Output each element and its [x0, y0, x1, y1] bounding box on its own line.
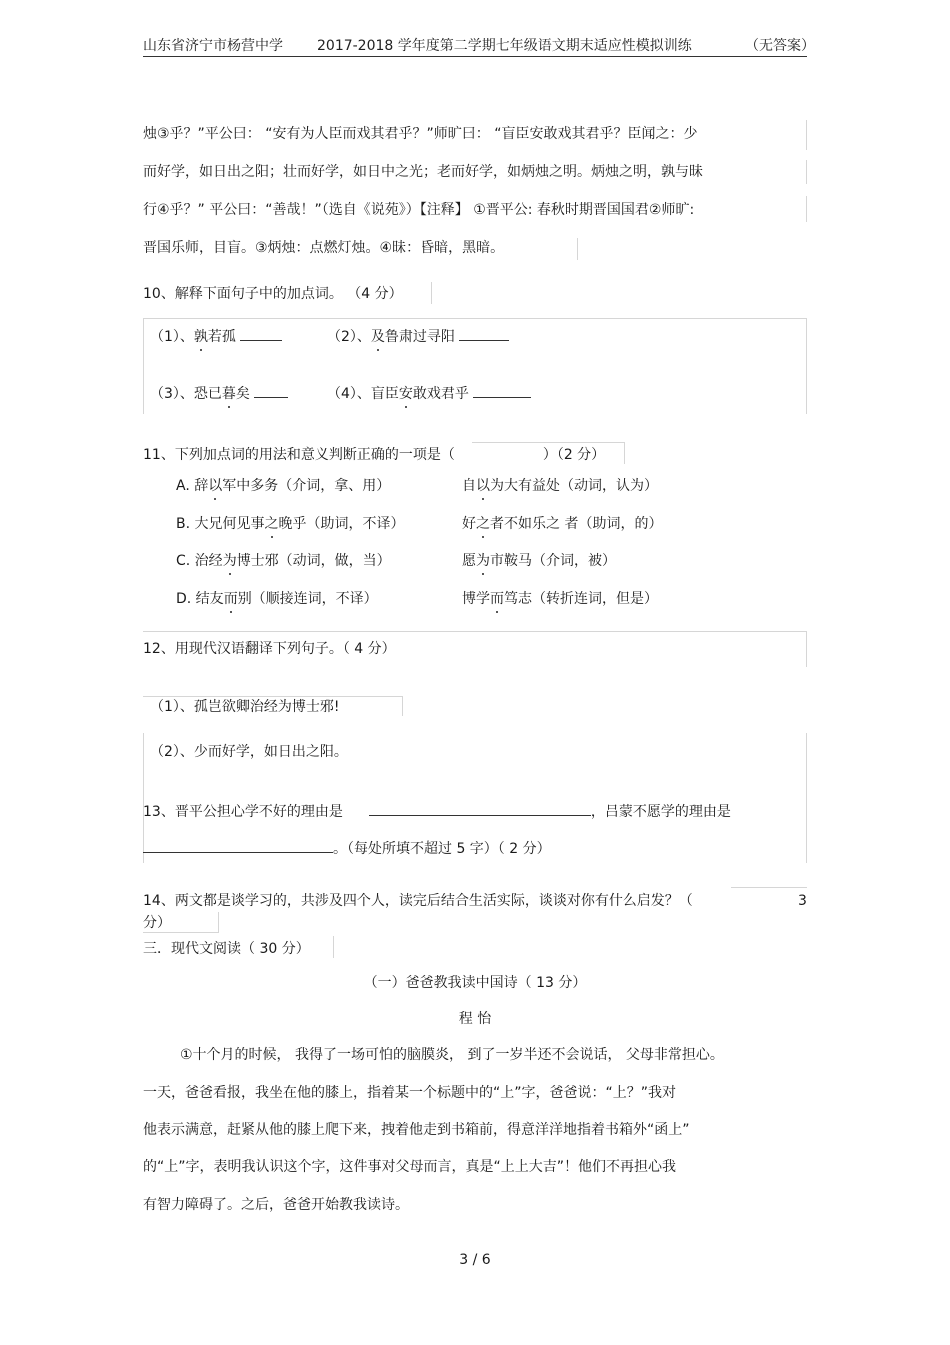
q10-item-3: （3）、恐已暮矣 [150, 383, 288, 403]
form-border [402, 696, 403, 716]
passage-line-2: 而好学，如日出之阳；壮而好学，如日中之光；老而好学，如炳烛之明。炳烛之明，孰与昧 [143, 164, 703, 180]
q11-option-d-right: 博学而笃志（转折连词，但是） [462, 591, 658, 607]
answer-blank[interactable] [473, 383, 531, 398]
section-heading: 三．现代文阅读（ 30 分） [143, 941, 310, 957]
essay-line-4: 的“上”字，表明我认识这个字，这件事对父母而言，真是“上上大吉”！他们不再担心我 [143, 1159, 677, 1175]
q11-option-c-right: 愿为市鞍马（介词，被） [462, 553, 616, 569]
form-border [731, 887, 807, 888]
q10-stem: 10、解释下面句子中的加点词。 （4 分） [143, 286, 403, 302]
q14-line-2: 分） [143, 915, 171, 931]
q11-option-b-right: 好之者不如乐之 者（助词，的） [462, 516, 663, 532]
form-border [624, 442, 625, 464]
q14-score: 3 [798, 893, 807, 909]
q14-line-1: 14、两文都是谈学习的，共涉及四个人，读完后结合生活实际，谈谈对你有什么启发？（ [143, 893, 693, 909]
q12-stem: 12、用现代汉语翻译下列句子。（ 4 分） [143, 641, 396, 657]
form-border [143, 631, 807, 632]
essay-line-2: 一天，爸爸看报，我坐在他的膝上，指着某一个标题中的“上”字，爸爸说：“上？”我对 [143, 1085, 677, 1101]
answer-blank[interactable] [143, 838, 333, 853]
answer-blank[interactable] [254, 383, 288, 398]
q13-line-2: 。（每处所填不超过 5 字）（ 2 分） [143, 838, 551, 858]
passage-line-3: 行④乎？” 平公曰：“善哉！”（选自《说苑》）【注释】 ①晋平公: 春秋时期晋国国君②师旷: [143, 202, 695, 218]
form-border [806, 196, 807, 222]
q11-option-a-left: A. 辞以军中多务（介词，拿、用） [176, 478, 391, 494]
page-number: 3 / 6 [459, 1252, 491, 1268]
q11-option-a-right: 自以为大有益处（动词，认为） [462, 478, 658, 494]
header-note: （无答案） [745, 38, 815, 54]
essay-line-3: 他表示满意，赶紧从他的膝上爬下来，拽着他走到书箱前，得意洋洋地指着书箱外“函上” [143, 1122, 690, 1138]
form-border [218, 912, 219, 932]
q11-option-c-left: C. 治经为博士邪（动词，做，当） [176, 553, 391, 569]
form-border [431, 282, 432, 304]
essay-line-5: 有智力障碍了。之后，爸爸开始教我读诗。 [143, 1197, 409, 1213]
form-border [143, 696, 403, 697]
q12-sentence-1: （1）、孤岂欲卿治经为博士邪! [150, 699, 340, 715]
passage-line-1: 烛③乎？”平公曰： “安有为人臣而戏其君乎？”师旷曰： “盲臣安敢戏其君乎？臣闻之：少 [143, 126, 698, 142]
form-border [806, 318, 807, 414]
q11-stem: 11、下列加点词的用法和意义判断正确的一项是（ ）（2 分） [143, 447, 606, 463]
form-border [143, 932, 219, 933]
q10-item-4: （4）、盲臣安敢戏君乎 [327, 383, 531, 403]
form-border [333, 936, 334, 958]
article-title: （一）爸爸教我读中国诗（ 13 分） [363, 975, 587, 991]
answer-blank[interactable] [240, 326, 282, 341]
form-border [143, 318, 807, 319]
form-border [806, 733, 807, 863]
form-border [143, 318, 144, 414]
q12-sentence-2: （2）、少而好学，如日出之阳。 [150, 744, 348, 760]
answer-blank[interactable] [369, 801, 591, 816]
answer-blank[interactable] [459, 326, 509, 341]
article-author: 程 怡 [458, 1011, 492, 1027]
q13-line-1: 13、晋平公担心学不好的理由是 ，吕蒙不愿学的理由是 [143, 801, 731, 821]
header-school: 山东省济宁市杨营中学 [143, 38, 283, 54]
form-border [806, 160, 807, 184]
form-border [577, 238, 578, 260]
form-border [806, 631, 807, 667]
header-title: 2017-2018 学年度第二学期七年级语文期末适应性模拟训练 [317, 38, 692, 54]
header-rule [143, 56, 807, 57]
passage-line-4: 晋国乐师，目盲。③炳烛：点燃灯烛。④昧：昏暗，黑暗。 [143, 240, 505, 256]
essay-line-1: ①十个月的时候， 我得了一场可怕的脑膜炎， 到了一岁半还不会说话， 父母非常担心。 [180, 1047, 724, 1063]
q11-option-b-left: B. 大兄何见事之晚乎（助词，不译） [176, 516, 405, 532]
form-border [806, 120, 807, 150]
q10-item-2: （2）、及鲁肃过寻阳 [327, 326, 509, 346]
q10-item-1: （1）、孰若孤 [150, 326, 282, 346]
form-border [472, 442, 624, 443]
q11-option-d-left: D. 结友而别（顺接连词，不译） [176, 591, 378, 607]
